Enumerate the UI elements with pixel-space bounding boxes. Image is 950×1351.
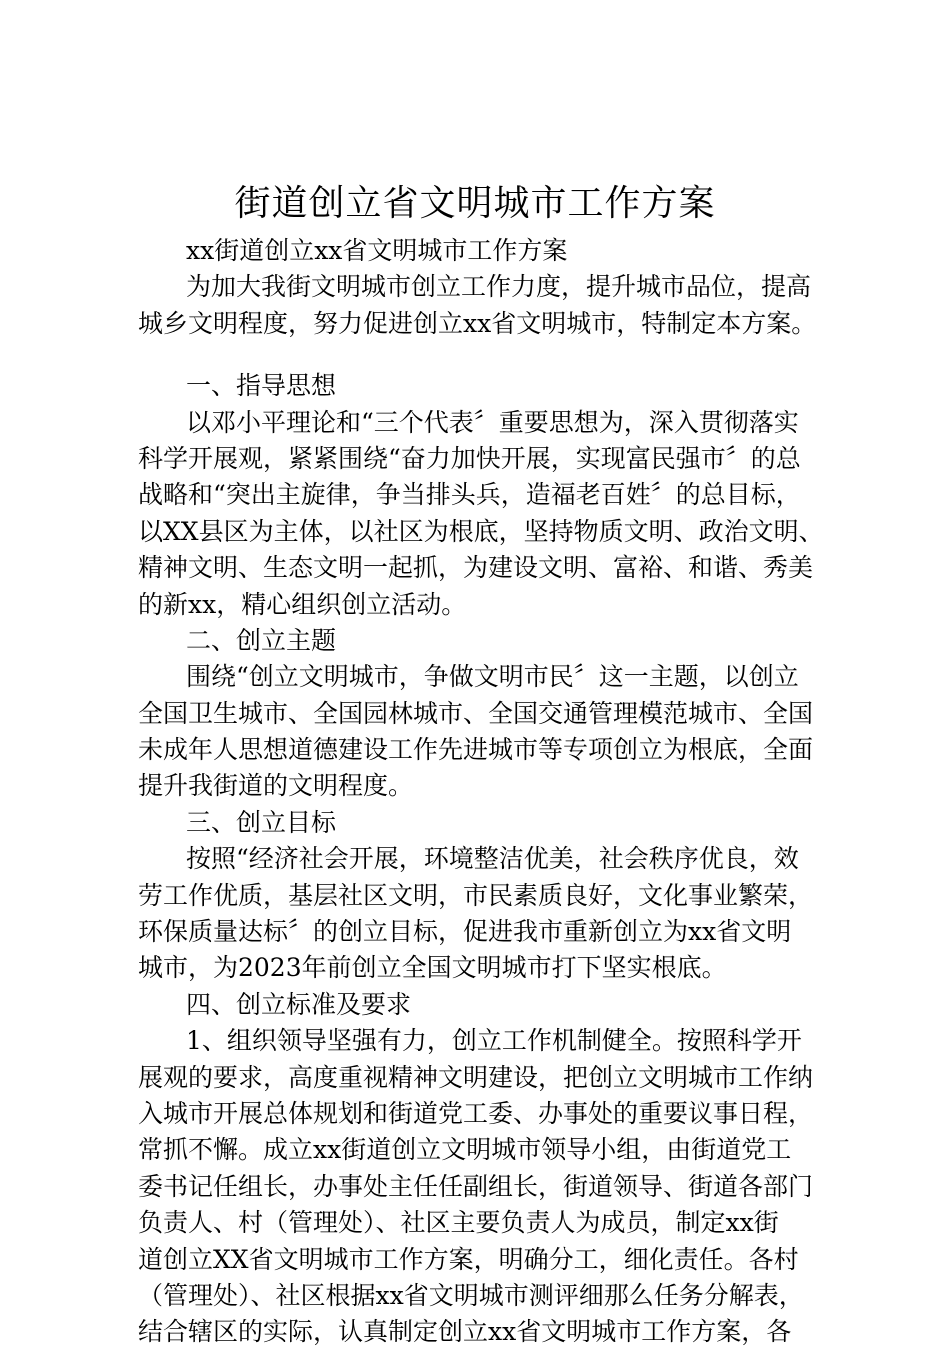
paragraph-line: 劳工作优质，基层社区文明，市民素质良好，文化事业繁荣， <box>138 880 814 910</box>
paragraph-line: 展观的要求，高度重视精神文明建设，把创立文明城市工作纳 <box>138 1062 814 1092</box>
section-heading: 二、创立主题 <box>186 625 337 655</box>
paragraph-line: 围绕“创立文明城市，争做文明市民〞这一主题，以创立 <box>186 662 799 692</box>
paragraph-line: 提升我街道的文明程度。 <box>138 771 414 801</box>
paragraph-line: 委书记任组长，办事处主任任副组长，街道领导、街道各部门 <box>138 1171 814 1201</box>
paragraph-line: 道创立XX省文明城市工作方案，明确分工，细化责任。各村 <box>138 1244 799 1274</box>
paragraph-line: 未成年人思想道德建设工作先进城市等专项创立为根底，全面 <box>138 735 814 765</box>
paragraph-line: 以XX县区为主体，以社区为根底，坚持物质文明、政治文明、 <box>138 516 824 546</box>
paragraph-line: （管理处）、社区根据xx省文明城市测评细那么任务分解表， <box>138 1280 804 1310</box>
paragraph-line: 战略和“突出主旋律，争当排头兵，造福老百姓〞的总目标， <box>138 480 801 510</box>
paragraph-line: 城市，为2023年前创立全国文明城市打下坚实根底。 <box>138 953 727 983</box>
paragraph-line: 按照“经济社会开展，环境整洁优美，社会秩序优良，效 <box>186 844 799 874</box>
document-title: 街道创立省文明城市工作方案 <box>234 183 716 224</box>
section-heading: 一、指导思想 <box>186 371 337 401</box>
paragraph-line: 1、组织领导坚强有力，创立工作机制健全。按照科学开 <box>186 1026 802 1056</box>
paragraph-line: 以邓小平理论和“三个代表〞重要思想为，深入贯彻落实 <box>186 407 799 437</box>
section-heading: 四、创立标准及要求 <box>186 989 412 1019</box>
paragraph-line: 的新xx，精心组织创立活动。 <box>138 589 467 619</box>
paragraph-line: 入城市开展总体规划和街道党工委、办事处的重要议事日程， <box>138 1098 814 1128</box>
section-heading: 三、创立目标 <box>186 807 337 837</box>
paragraph-line: 为加大我街文明城市创立工作力度，提升城市品位，提高 <box>186 272 812 302</box>
paragraph-line: 精神文明、生态文明一起抓，为建设文明、富裕、和谐、秀美 <box>138 553 814 583</box>
document-body <box>138 233 828 1351</box>
paragraph-line: 科学开展观，紧紧围绕“奋力加快开展，实现富民强市〞的总 <box>138 443 801 473</box>
subtitle-line: xx街道创立xx省文明城市工作方案 <box>186 236 568 265</box>
paragraph-line: 全国卫生城市、全国园林城市、全国交通管理模范城市、全国 <box>138 698 814 728</box>
paragraph-gap <box>138 342 828 368</box>
paragraph-line: 负责人、村（管理处）、社区主要负责人为成员，制定xx街 <box>138 1208 779 1238</box>
paragraph-line: 结合辖区的实际，认真制定创立xx省文明城市工作方案，各 <box>138 1317 792 1347</box>
paragraph-line: 环保质量达标〞的创立目标，促进我市重新创立为xx省文明 <box>138 917 792 947</box>
paragraph-line: 城乡文明程度，努力促进创立xx省文明城市，特制定本方案。 <box>138 308 817 338</box>
paragraph-line: 常抓不懈。成立xx街道创立文明城市领导小组，由街道党工 <box>138 1135 792 1165</box>
